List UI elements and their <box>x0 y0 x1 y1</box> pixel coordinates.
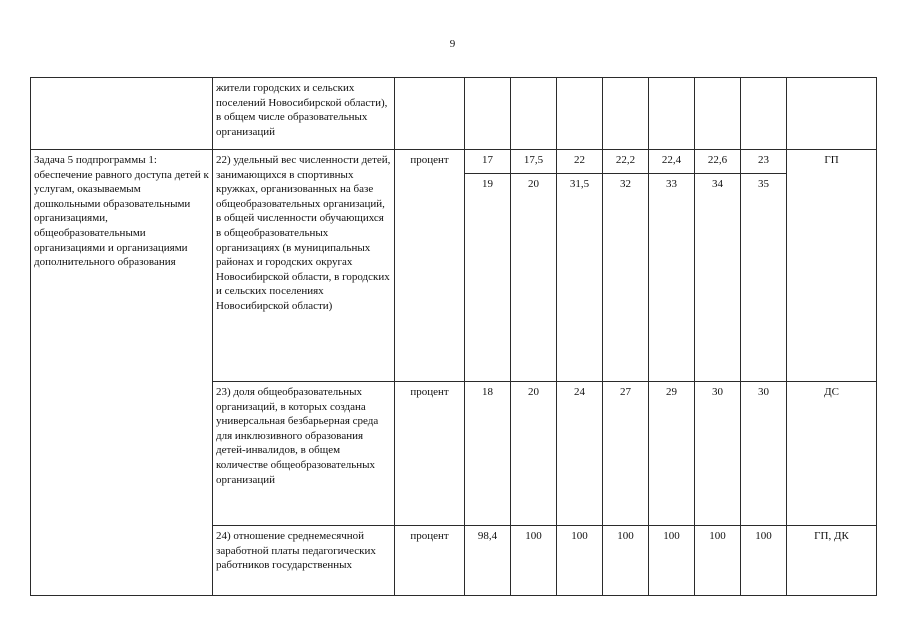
indicator-24-value: 100 <box>603 526 649 596</box>
indicator-24-value: 100 <box>557 526 603 596</box>
indicator-24-value: 98,4 <box>465 526 511 596</box>
indicator-23-text: 23) доля общеобразовательных организаций, в которых создана универсальная безбарьерная среда для инклюзивного образования детей-инвалидов, в общем количестве общеобразовательных организаций <box>213 382 395 526</box>
indicator-24-resp: ГП, ДК <box>787 526 877 596</box>
value-cell-empty <box>511 78 557 150</box>
resp-cell-empty <box>787 78 877 150</box>
indicator-22-value-a: 17,5 <box>511 150 557 174</box>
indicator-22-value-b: 33 <box>649 174 695 382</box>
unit-cell-empty <box>395 78 465 150</box>
indicator-22-value-a: 22 <box>557 150 603 174</box>
task-5-text: Задача 5 подпрограммы 1: обеспечение равного доступа детей к услугам, оказываемым дошкольными образовательными организациями, общеобразовательными организациями и организациями дополнительного образования <box>31 150 213 596</box>
value-cell-empty <box>557 78 603 150</box>
value-cell-empty <box>649 78 695 150</box>
indicator-24-unit: процент <box>395 526 465 596</box>
indicator-23-value: 30 <box>741 382 787 526</box>
page-number: 9 <box>449 38 456 50</box>
indicator-22-value-b: 19 <box>465 174 511 382</box>
indicator-24-value: 100 <box>741 526 787 596</box>
indicator-22-value-a: 23 <box>741 150 787 174</box>
indicator-22-value-a: 22,2 <box>603 150 649 174</box>
indicator-23-value: 20 <box>511 382 557 526</box>
indicator-23-value: 30 <box>695 382 741 526</box>
indicator-23-value: 29 <box>649 382 695 526</box>
indicator-22-value-b: 20 <box>511 174 557 382</box>
value-cell-empty <box>741 78 787 150</box>
indicator-22-unit: процент <box>395 150 465 382</box>
indicator-23-value: 24 <box>557 382 603 526</box>
indicator-22-value-b: 35 <box>741 174 787 382</box>
indicator-text: жители городских и сельских поселений Новосибирской области), в общем числе образовательных организаций <box>213 78 395 150</box>
indicator-24-value: 100 <box>649 526 695 596</box>
indicator-22-value-a: 22,4 <box>649 150 695 174</box>
value-cell-empty <box>695 78 741 150</box>
value-cell-empty <box>603 78 649 150</box>
table-row-ind22-a <box>31 150 877 174</box>
task-cell-empty <box>31 78 213 150</box>
indicator-22-value-a: 22,6 <box>695 150 741 174</box>
indicator-22-value-b: 31,5 <box>557 174 603 382</box>
indicator-24-value: 100 <box>695 526 741 596</box>
indicator-24-text: 24) отношение среднемесячной заработной платы педагогических работников государственных <box>213 526 395 596</box>
indicator-22-value-b: 34 <box>695 174 741 382</box>
indicators-table <box>30 77 877 596</box>
indicator-23-unit: процент <box>395 382 465 526</box>
indicator-23-resp: ДС <box>787 382 877 526</box>
indicator-22-value-a: 17 <box>465 150 511 174</box>
value-cell-empty <box>465 78 511 150</box>
indicator-23-value: 27 <box>603 382 649 526</box>
table-row-continuation <box>31 78 877 150</box>
indicator-22-text: 22) удельный вес численности детей, занимающихся в спортивных кружках, организованных на базе общеобразовательных организаций, в общей численности обучающихся в общеобразовательных организациях (в муниципальных районах и городских округах Новосибирской области, в городских и сельских поселениях Новосибирской области) <box>213 150 395 382</box>
indicator-22-resp: ГП <box>787 150 877 382</box>
indicator-23-value: 18 <box>465 382 511 526</box>
indicator-24-value: 100 <box>511 526 557 596</box>
indicator-22-value-b: 32 <box>603 174 649 382</box>
